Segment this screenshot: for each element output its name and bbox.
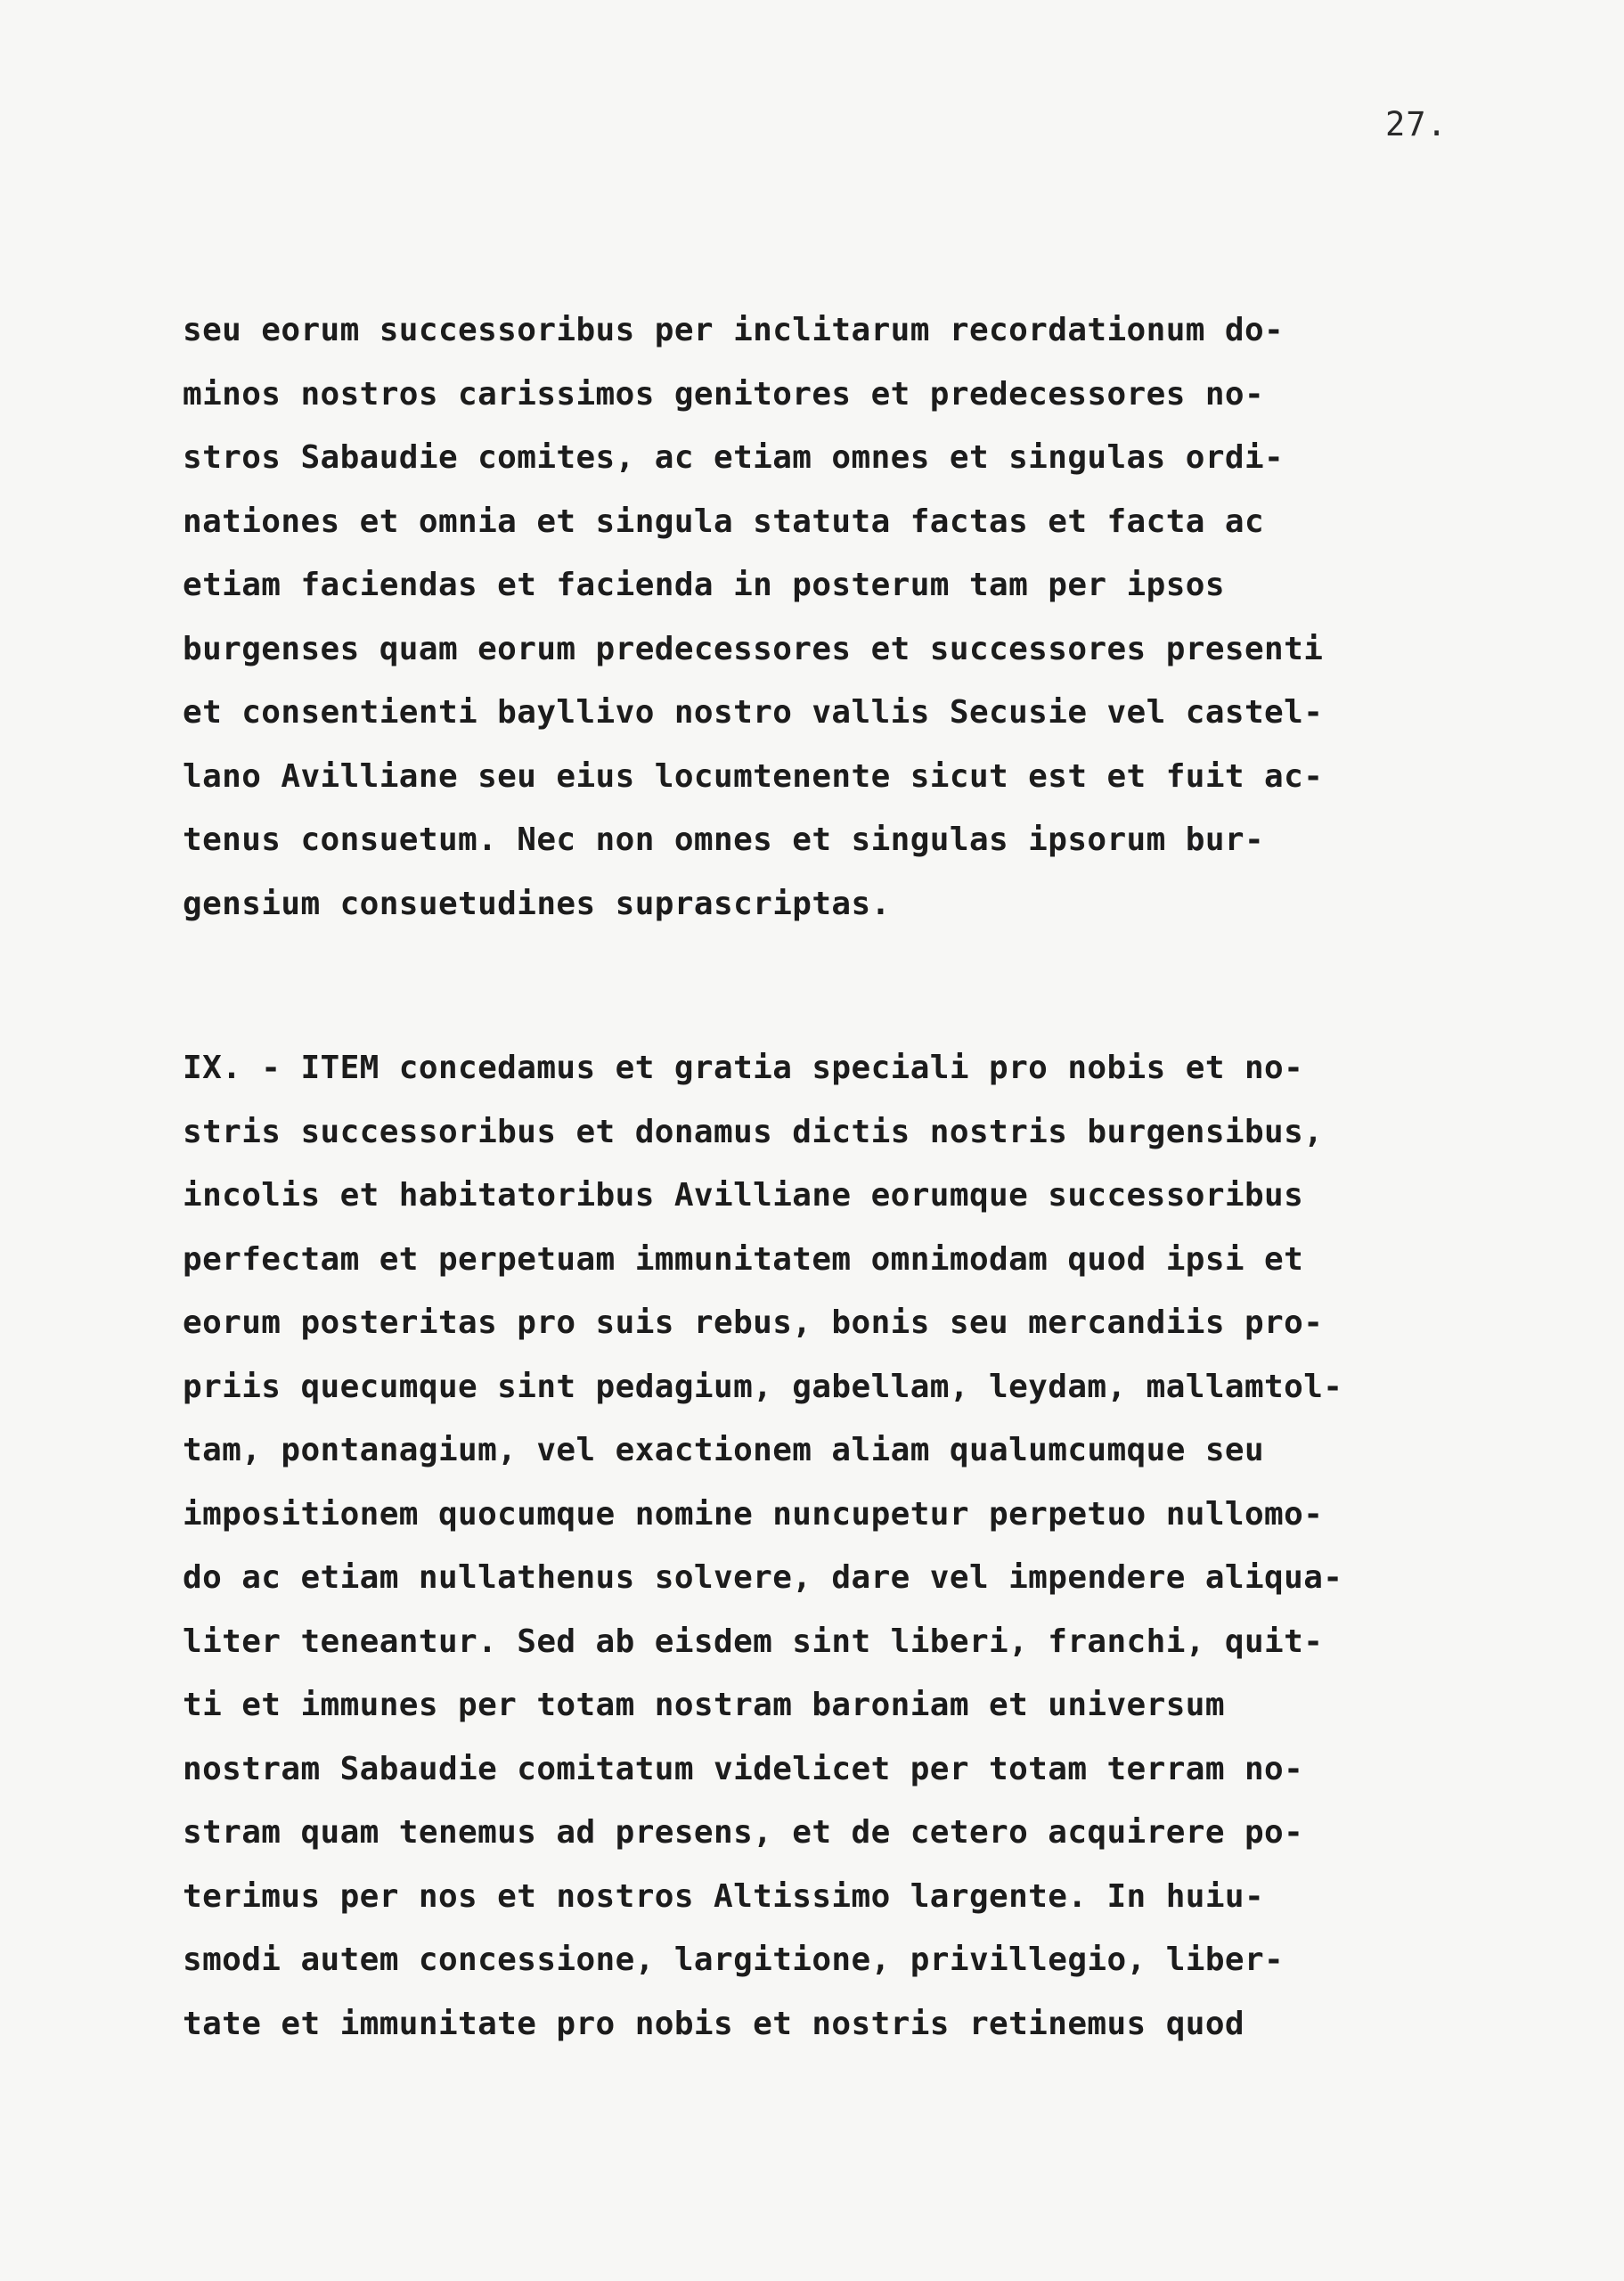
text-line: lano Avilliane seu eius locumtenente sicut est et fuit ac- [183,757,1324,795]
page-number: 27. [1385,105,1448,143]
text-line: tam, pontanagium, vel exactionem aliam qualumcumque seu [183,1432,1265,1468]
paragraph-continuation [183,298,1572,936]
text-line: terimus per nos et nostros Altissimo largente. In huiu- [183,1877,1265,1915]
text-line: nostram Sabaudie comitatum videlicet per totam terram no- [183,1750,1304,1787]
text-line: tate et immunitate pro nobis et nostris retinemus quod [183,2005,1245,2042]
text-line: burgenses quam eorum predecessores et successores presenti [183,630,1324,667]
text-line: incolis et habitatoribus Avilliane eorumque successoribus [183,1177,1304,1214]
text-line: eorum posteritas pro suis rebus, bonis seu mercandiis pro- [183,1304,1324,1341]
text-line: stris successoribus et donamus dictis nostris burgensibus, [183,1113,1324,1150]
text-line: liter teneantur. Sed ab eisdem sint liberi, franchi, quit- [183,1623,1324,1660]
text-line: ti et immunes per totam nostram baroniam et universum [183,1687,1225,1723]
text-line: stram quam tenemus ad presens, et de cetero acquirere po- [183,1814,1304,1851]
text-line: stros Sabaudie comites, ac etiam omnes et singulas ordi- [183,439,1285,476]
text-line: impositionem quocumque nomine nuncupetur perpetuo nullomo- [183,1495,1324,1533]
paragraph-item-ix [183,1036,1572,2056]
text-line: tenus consuetum. Nec non omnes et singulas ipsorum bur- [183,822,1265,858]
text-line: do ac etiam nullathenus solvere, dare vel impendere aliqua- [183,1559,1343,1596]
text-line: seu eorum successoribus per inclitarum recordationum do- [183,312,1285,348]
text-line: perfectam et perpetuam immunitatem omnimodam quod ipsi et [183,1240,1304,1278]
text-line: et consentienti bayllivo nostro vallis Secusie vel castel- [183,694,1324,731]
text-line: etiam faciendas et facienda in posterum tam per ipsos [183,567,1225,603]
text-line: gensium consuetudines suprascriptas. [183,885,891,922]
text-line: IX. - ITEM concedamus et gratia speciali pro nobis et no- [183,1050,1304,1086]
text-line: nationes et omnia et singula statuta factas et facta ac [183,503,1265,540]
text-line: minos nostros carissimos genitores et predecessores no- [183,375,1265,413]
text-line: smodi autem concessione, largitione, privillegio, liber- [183,1942,1285,1978]
text-line: priis quecumque sint pedagium, gabellam, leydam, mallamtol- [183,1368,1343,1405]
